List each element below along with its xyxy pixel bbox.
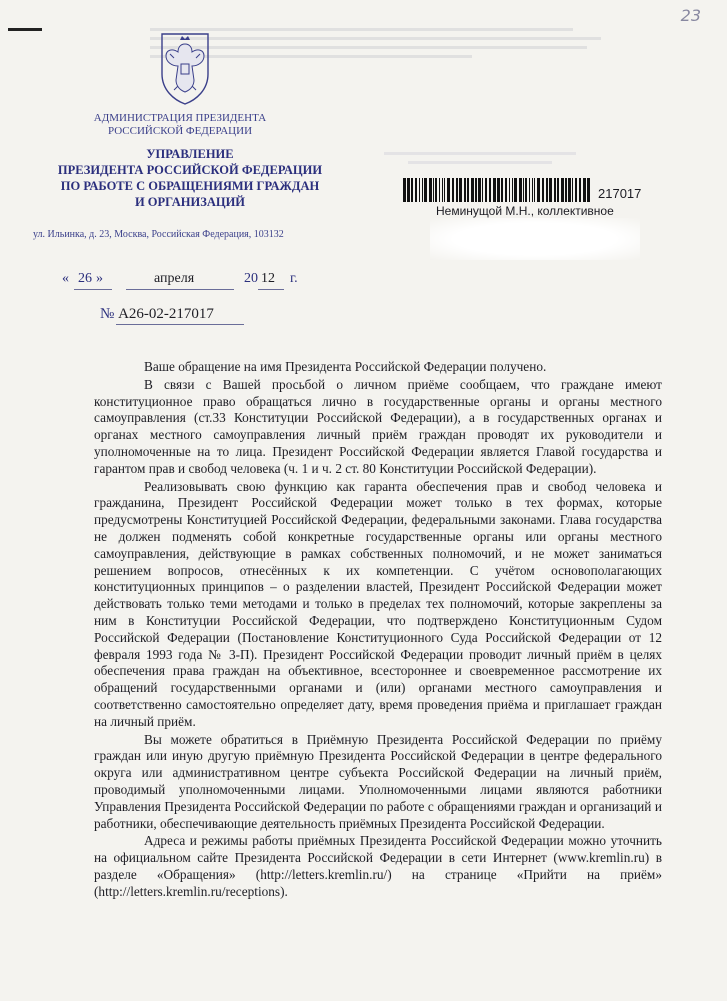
paragraph-2: В связи с Вашей просьбой о личном приёме сообщаем, что граждане имеют конституционное право обращаться лично в государственные органы и органы местного самоуправления (ст.33 Конституции Российской Федерации), а в государственных органах и органах местного самоуправления личный приём граждан проводят их руководители и уполномоченные на то лица. Президент Российской Федерации является Главой государства и гарантом прав и свобод человека (ч. 1 и ч. 2 ст. 80 Конституции Российской Федерации). <box>94 376 662 476</box>
date-day: 26 <box>78 271 92 286</box>
date-month: апреля <box>154 271 195 286</box>
document-number <box>100 306 214 323</box>
letter-body <box>94 359 662 901</box>
faded-stamp-text <box>360 146 600 170</box>
paragraph-3: Реализовывать свою функцию как гаранта обеспечения прав и свобод человека и гражданина, Президент Российской Федерации может только в тех формах, которые предусмотрены Конституцией Российской Федерации, федеральными законами. Глава государства не должен подменять собой конкретные государственные органы или органы местного самоуправления, действующие в рамках собственных полномочий, и не может заниматься решением вопросов, отнесённых к их компетенции. С учётом основополагающих конституционных принципов – о разделении властей, Президент Российской Федерации может действовать только теми методами и только в пределах тех полномочий, которые закреплены за ним в Конституции Российской Федерации, что подтверждено Конституционным Судом Российской Федерации (Постановление Конституционного Суда Российской Федерации от 12 февраля 1993 года № 3-П). Президент Российской Федерации проводит личный приём в целях обеспечения права граждан на объективное, всестороннее и своевременное рассмотрение их обращений государственными органами и (или) органами местного самоуправления и соответственно самостоятельно определяет дату, время проведения приёма и приглашает граждан на личный приём. <box>94 478 662 729</box>
date-year-suffix: 12 <box>261 271 275 286</box>
administration-title: АДМИНИСТРАЦИЯ ПРЕЗИДЕНТА РОССИЙСКОЙ ФЕДЕРАЦИИ <box>93 112 267 137</box>
redacted-address <box>430 218 640 260</box>
date-close-quote: » <box>96 271 103 286</box>
page-number-handwritten: 23 <box>680 6 701 25</box>
pen-mark <box>8 28 42 31</box>
number-value: А26-02-217017 <box>118 306 214 322</box>
paragraph-5: Адреса и режимы работы приёмных Президента Российской Федерации можно уточнить на официальном сайте Президента Российской Федерации в сети Интернет (www.kremlin.ru) в разделе «Обращения» (http://letters.kremlin.ru/) на странице «Прийти на приём» (http://letters.kremlin.ru/receptions). <box>94 833 662 899</box>
sender-address: ул. Ильинка, д. 23, Москва, Российская Федерация, 103132 <box>33 229 284 240</box>
barcode-number: 217017 <box>598 186 642 201</box>
paragraph-4: Вы можете обратиться в Приёмную Президента Российской Федерации по приёму граждан или иную другую приёмную Президента Российской Федерации в центре федерального округа или административном центре субъекта Российской Федерации на личный приём, проводимый уполномоченными лицами. Уполномоченными лицами являются работники Управления Президента Российской Федерации по работе с обращениями граждан и организаций и работники, обеспечивающие деятельность приёмных Президента Российской Федерации. <box>94 731 662 831</box>
barcode-icon <box>403 178 593 202</box>
paragraph-1: Ваше обращение на имя Президента Российской Федерации получено. <box>144 359 547 374</box>
date-year-prefix: 20 <box>244 271 258 286</box>
recipient-name: Неминущой М.Н., коллективное <box>436 204 614 218</box>
coat-of-arms-icon <box>154 30 216 106</box>
date-year-abbr: г. <box>290 271 298 286</box>
bleed-through-text <box>150 22 610 64</box>
number-symbol: № <box>100 306 115 322</box>
date-open-quote: « <box>62 271 69 286</box>
department-title: УПРАВЛЕНИЕ ПРЕЗИДЕНТА РОССИЙСКОЙ ФЕДЕРАЦИИ ПО РАБОТЕ С ОБРАЩЕНИЯМИ ГРАЖДАН И ОРГАНИЗАЦИЙ <box>57 147 323 209</box>
